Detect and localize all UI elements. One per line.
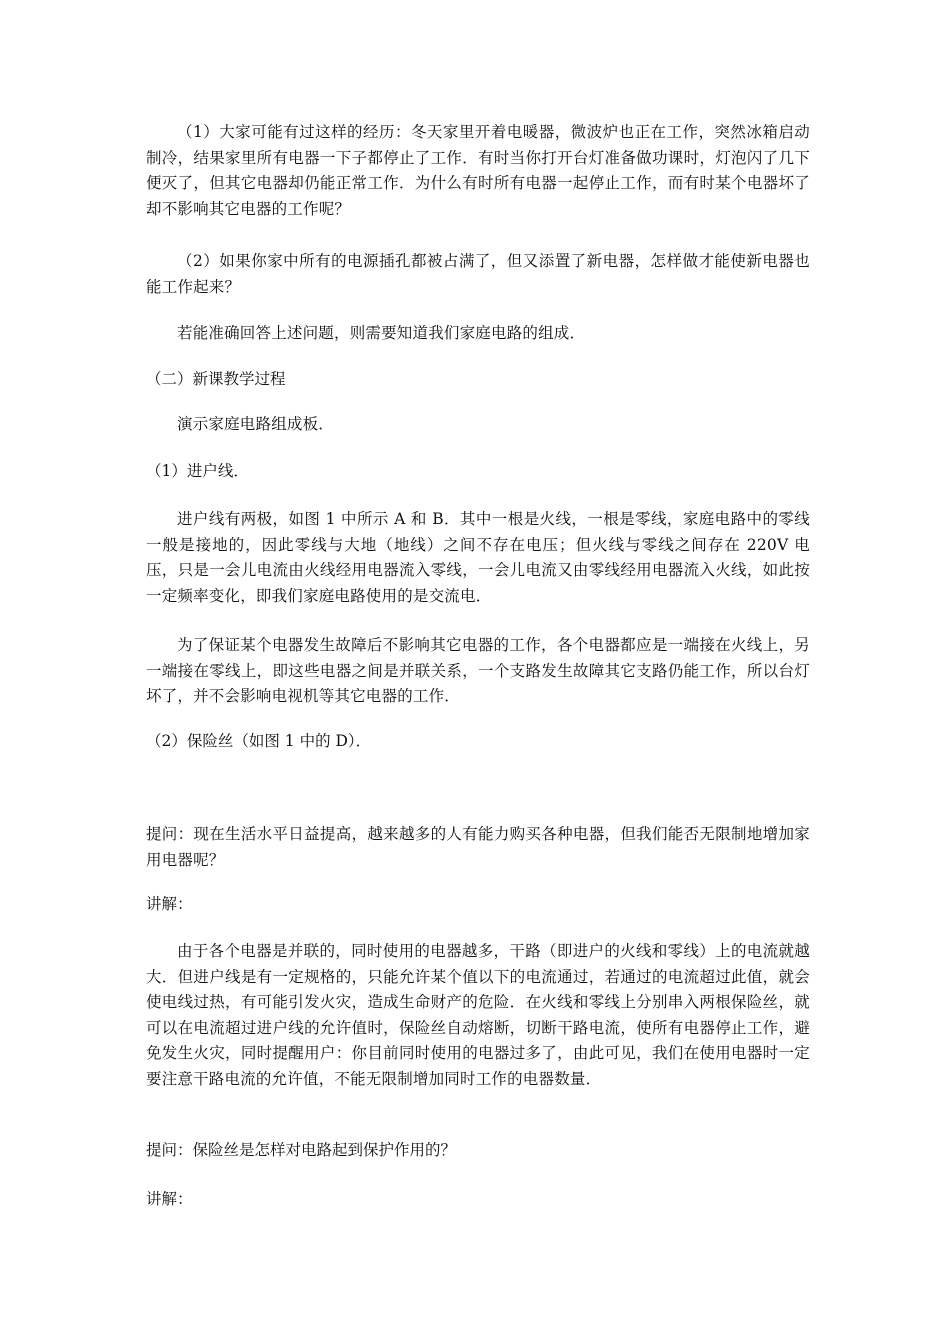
paragraph-entry-line: 进户线有两极，如图 1 中所示 A 和 B．其中一根是火线，一根是零线，家庭电路中的零线一般是接地的，因此零线与大地（地线）之间不存在电压；但火线与零线之间存在 220V 电压，只是一会儿电流由火线经用电器流入零线，一会儿电流又由零线经用电器流入火线，如此按一定频率变化，即我们家庭电路使用的是交流电．	[146, 510, 810, 605]
paragraph-demo: 演示家庭电路组成板．	[177, 415, 335, 433]
subheading-entry-line: （1）进户线．	[146, 462, 249, 480]
paragraph-explanation-1: 由于各个电器是并联的，同时使用的电器越多，干路（即进户的火线和零线）上的电流就越大．但进户线是有一定规格的，只能允许某个值以下的电流通过，若通过的电流超过此值，就会使电线过热，有可能引发火灾，造成生命财产的危险．在火线和零线上分别串入两根保险丝，就可以在电流超过进户线的允许值时，保险丝自动熔断，切断干路电流，使所有电器停止工作，避免发生火灾，同时提醒用户：你目前同时使用的电器过多了，由此可见，我们在使用电器时一定要注意干路电流的允许值，不能无限制增加同时工作的电器数量．	[146, 942, 810, 1088]
question-2: 提问：保险丝是怎样对电路起到保护作用的？	[146, 1141, 457, 1159]
paragraph-transition: 若能准确回答上述问题，则需要知道我们家庭电路的组成．	[177, 324, 586, 342]
subheading-fuse: （2）保险丝（如图 1 中的 D）．	[146, 732, 372, 750]
section-heading-new-lesson: （二）新课教学过程	[146, 370, 286, 388]
explanation-label-1: 讲解：	[146, 895, 193, 913]
explanation-label-2: 讲解：	[146, 1190, 193, 1208]
paragraph-parallel: 为了保证某个电器发生故障后不影响其它电器的工作，各个电器都应是一端接在火线上，另一端接在零线上，即这些电器之间是并联关系，一个支路发生故障其它支路仍能工作，所以台灯坏了，并不会影响电视机等其它电器的工作．	[146, 636, 810, 705]
question-1: 提问：现在生活水平日益提高，越来越多的人有能力购买各种电器，但我们能否无限制地增加家用电器呢？	[146, 825, 810, 869]
paragraph-intro-question-1: （1）大家可能有过这样的经历：冬天家里开着电暖器，微波炉也正在工作，突然冰箱启动制冷，结果家里所有电器一下子都停止了工作．有时当你打开台灯准备做功课时，灯泡闪了几下便灭了，但其它电器却仍能正常工作．为什么有时所有电器一起停止工作，而有时某个电器坏了却不影响其它电器的工作呢？	[146, 123, 810, 218]
paragraph-intro-question-2: （2）如果你家中所有的电源插孔都被占满了，但又添置了新电器，怎样做才能使新电器也能工作起来？	[146, 252, 810, 296]
